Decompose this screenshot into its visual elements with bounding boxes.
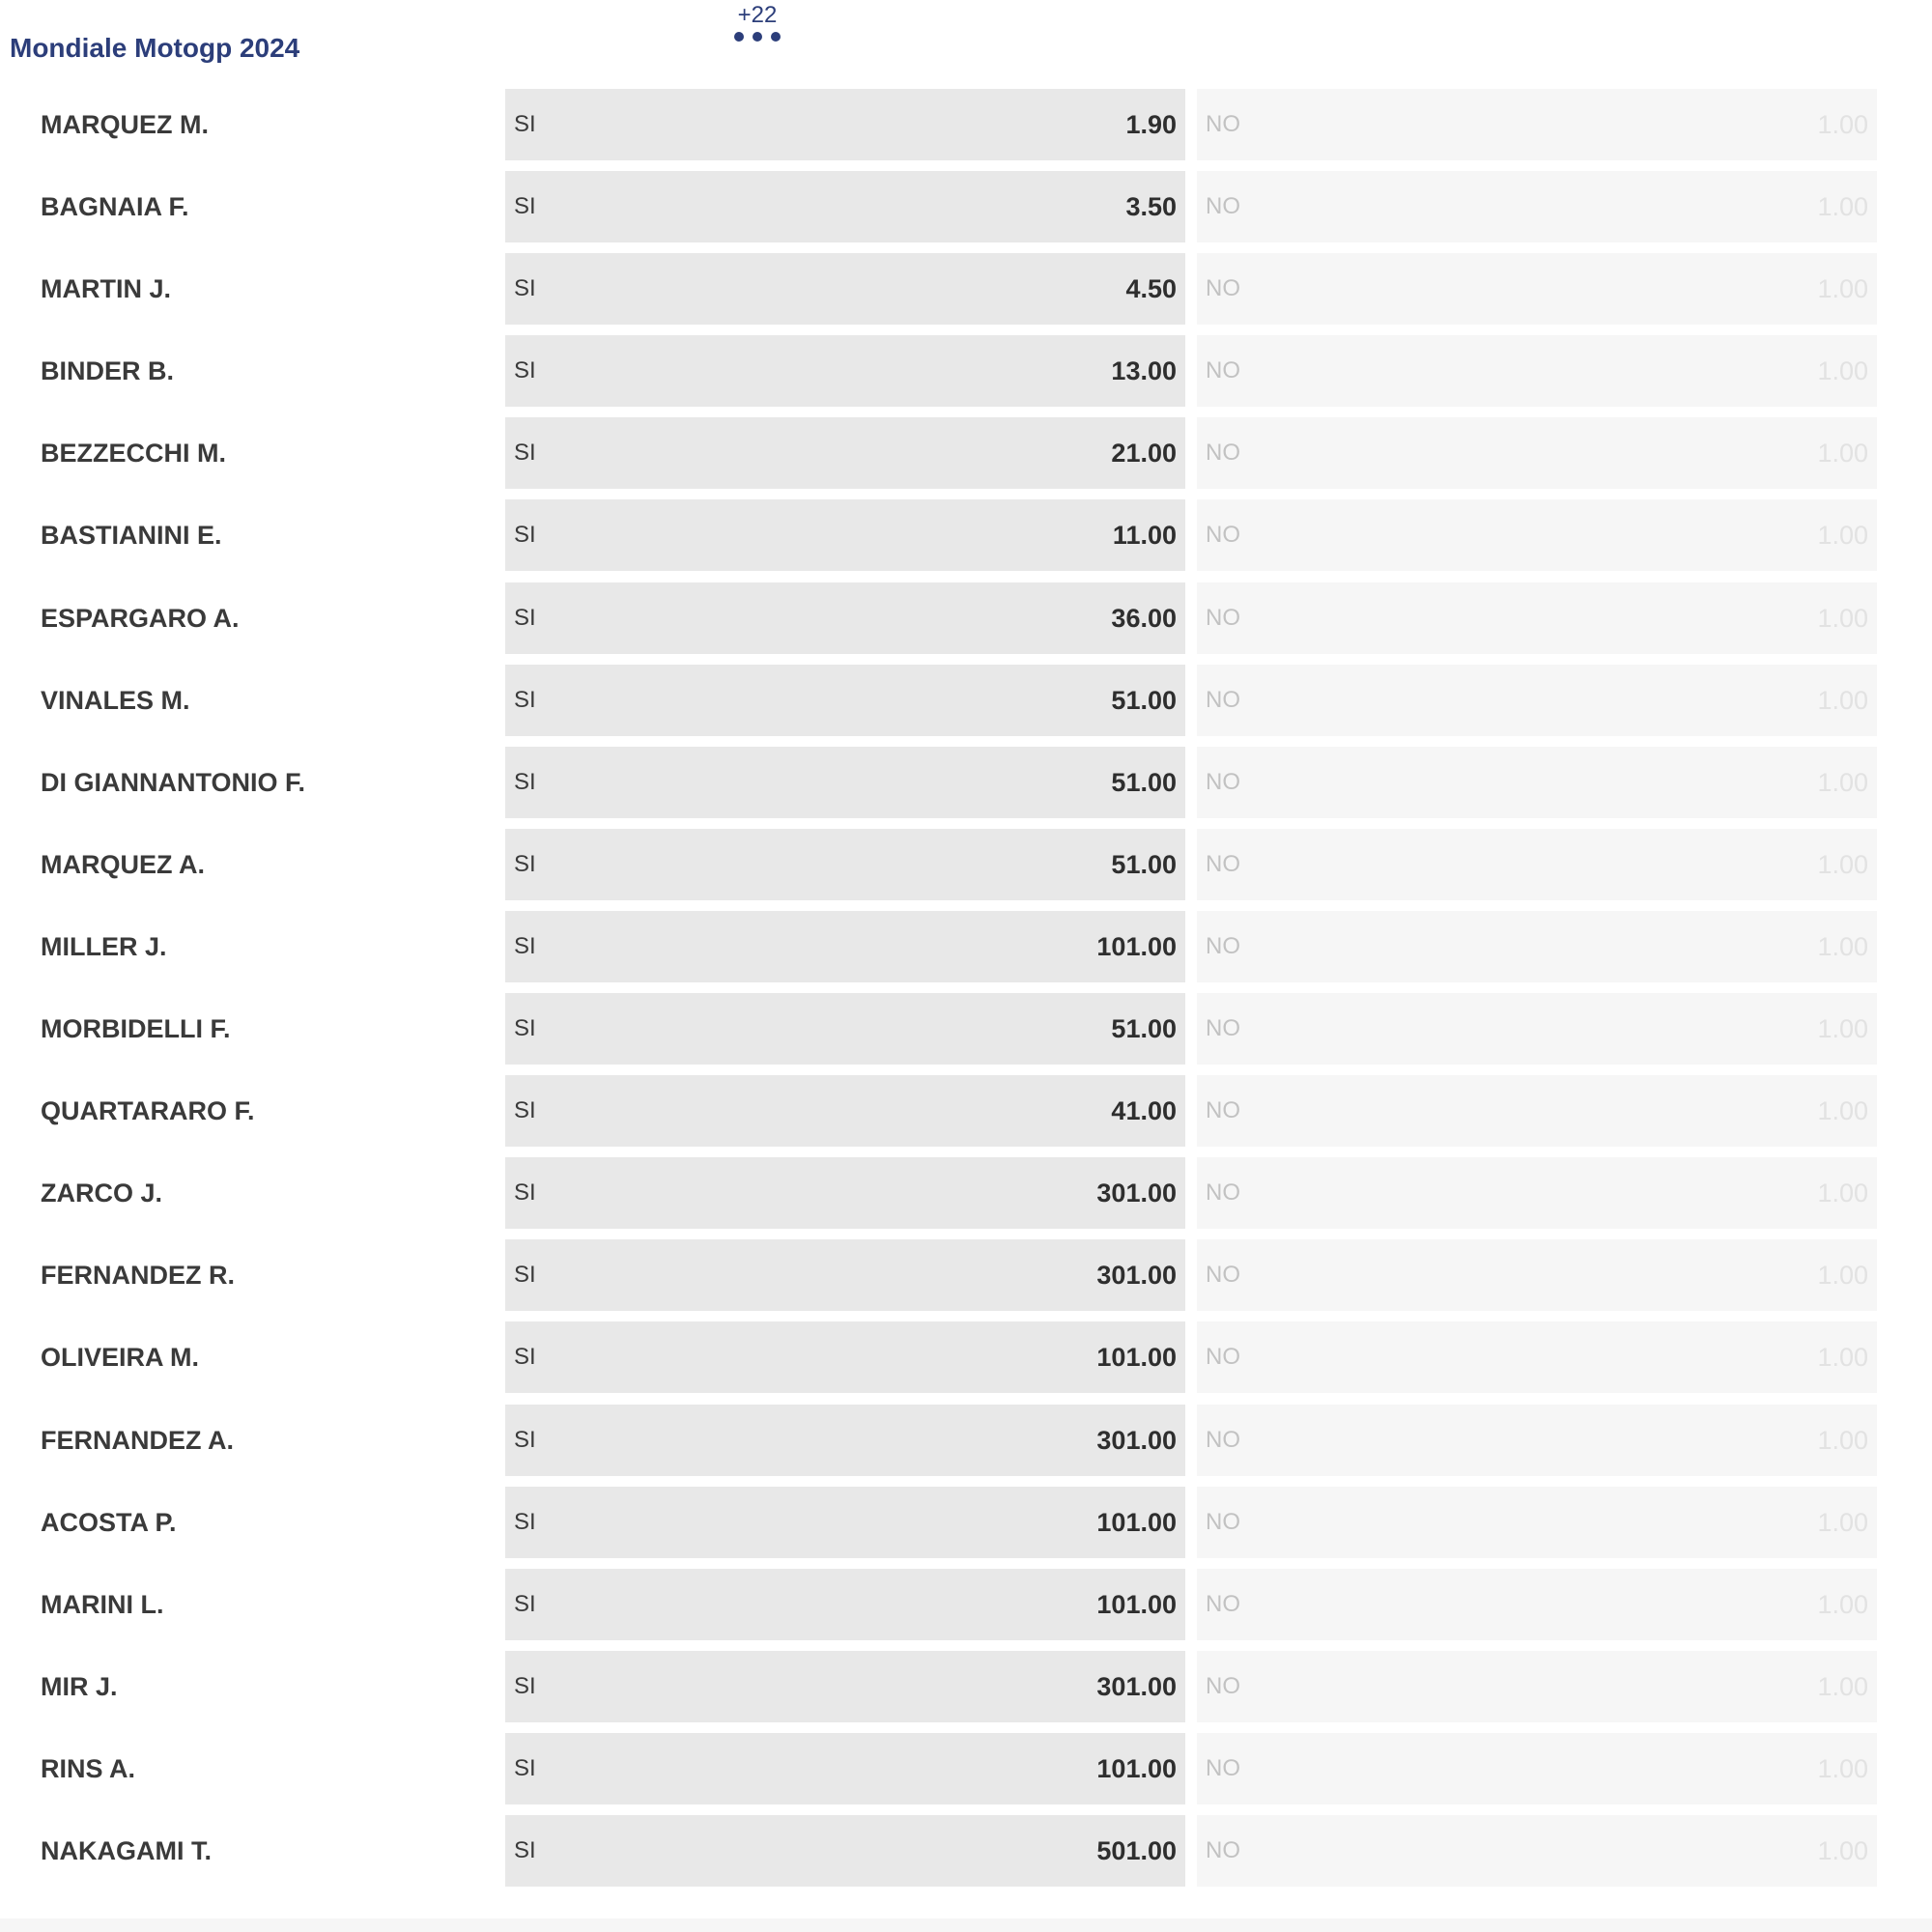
driver-name: MORBIDELLI F.	[41, 1014, 231, 1044]
no-odds-value: 1.00	[1817, 1096, 1868, 1126]
yes-odds-value: 301.00	[1096, 1261, 1177, 1291]
yes-odds-value: 3.50	[1125, 192, 1177, 222]
driver-name: FERNANDEZ A.	[41, 1425, 234, 1455]
yes-label: SI	[514, 1836, 536, 1863]
market-title: Mondiale Motogp 2024	[10, 33, 300, 63]
no-odds-value: 1.00	[1817, 192, 1868, 222]
no-odds-value: 1.00	[1817, 849, 1868, 879]
yes-label: SI	[514, 357, 536, 384]
yes-odds-value: 101.00	[1096, 1589, 1177, 1619]
no-label: NO	[1206, 1179, 1240, 1207]
yes-odds-button[interactable]	[505, 993, 1185, 1065]
no-label: NO	[1206, 1015, 1240, 1042]
yes-odds-value: 101.00	[1096, 1507, 1177, 1537]
yes-odds-button[interactable]	[505, 499, 1185, 571]
yes-odds-value: 51.00	[1111, 685, 1177, 715]
no-odds-value: 1.00	[1817, 356, 1868, 386]
driver-name: MARTIN J.	[41, 274, 171, 304]
no-label: NO	[1206, 522, 1240, 549]
yes-odds-button[interactable]	[505, 1239, 1185, 1311]
no-label: NO	[1206, 850, 1240, 877]
no-label: NO	[1206, 1836, 1240, 1863]
no-odds-button[interactable]	[1197, 993, 1877, 1065]
no-odds-value: 1.00	[1817, 1425, 1868, 1455]
table-row	[0, 1651, 1893, 1733]
no-label: NO	[1206, 357, 1240, 384]
table-row	[0, 1569, 1893, 1651]
yes-odds-button[interactable]	[505, 1075, 1185, 1147]
yes-odds-value: 301.00	[1096, 1179, 1177, 1208]
yes-odds-button[interactable]	[505, 1815, 1185, 1887]
table-row	[0, 417, 1893, 499]
yes-odds-value: 101.00	[1096, 1753, 1177, 1783]
no-odds-value: 1.00	[1817, 110, 1868, 139]
yes-label: SI	[514, 686, 536, 713]
driver-name: MILLER J.	[41, 931, 167, 961]
yes-label: SI	[514, 850, 536, 877]
no-odds-button[interactable]	[1197, 1815, 1877, 1887]
table-row	[0, 335, 1893, 417]
no-label: NO	[1206, 193, 1240, 220]
no-label: NO	[1206, 440, 1240, 467]
yes-label: SI	[514, 1508, 536, 1535]
no-odds-value: 1.00	[1817, 1671, 1868, 1701]
list-footer-divider	[0, 1918, 1932, 1932]
no-odds-value: 1.00	[1817, 1753, 1868, 1783]
no-odds-value: 1.00	[1817, 1014, 1868, 1044]
yes-label: SI	[514, 1754, 536, 1781]
no-odds-value: 1.00	[1817, 1835, 1868, 1865]
no-odds-button[interactable]	[1197, 747, 1877, 818]
yes-label: SI	[514, 932, 536, 959]
no-label: NO	[1206, 1754, 1240, 1781]
yes-odds-button[interactable]	[505, 1733, 1185, 1804]
yes-label: SI	[514, 1672, 536, 1699]
yes-odds-value: 4.50	[1125, 274, 1177, 304]
no-odds-button[interactable]	[1197, 911, 1877, 982]
no-label: NO	[1206, 1344, 1240, 1371]
no-odds-button[interactable]	[1197, 1239, 1877, 1311]
no-odds-button[interactable]	[1197, 417, 1877, 489]
yes-odds-button[interactable]	[505, 171, 1185, 242]
table-row	[0, 747, 1893, 829]
driver-name: BAGNAIA F.	[41, 192, 189, 222]
yes-odds-value: 36.00	[1111, 603, 1177, 633]
driver-name: RINS A.	[41, 1753, 136, 1783]
driver-name: BEZZECCHI M.	[41, 439, 226, 469]
yes-odds-button[interactable]	[505, 253, 1185, 325]
yes-label: SI	[514, 1344, 536, 1371]
table-row	[0, 1321, 1893, 1404]
no-odds-value: 1.00	[1817, 439, 1868, 469]
no-odds-button[interactable]	[1197, 1157, 1877, 1229]
no-odds-value: 1.00	[1817, 685, 1868, 715]
yes-odds-value: 301.00	[1096, 1425, 1177, 1455]
table-row	[0, 1157, 1893, 1239]
table-row	[0, 1815, 1893, 1897]
more-markets-count: +22	[737, 2, 778, 28]
yes-odds-button[interactable]	[505, 1157, 1185, 1229]
yes-odds-button[interactable]	[505, 582, 1185, 654]
driver-name: QUARTARARO F.	[41, 1096, 255, 1126]
driver-name: FERNANDEZ R.	[41, 1261, 235, 1291]
no-odds-button[interactable]	[1197, 665, 1877, 736]
yes-odds-value: 11.00	[1112, 521, 1177, 551]
no-label: NO	[1206, 1590, 1240, 1617]
no-label: NO	[1206, 111, 1240, 137]
yes-odds-value: 1.90	[1125, 110, 1177, 139]
driver-name: BASTIANINI E.	[41, 521, 222, 551]
yes-label: SI	[514, 111, 536, 137]
yes-odds-value: 51.00	[1111, 767, 1177, 797]
yes-odds-button[interactable]	[505, 1651, 1185, 1722]
no-label: NO	[1206, 1097, 1240, 1124]
no-label: NO	[1206, 1508, 1240, 1535]
yes-label: SI	[514, 1590, 536, 1617]
no-odds-value: 1.00	[1817, 1589, 1868, 1619]
yes-label: SI	[514, 193, 536, 220]
yes-odds-value: 101.00	[1096, 931, 1177, 961]
table-row	[0, 1487, 1893, 1569]
table-row	[0, 171, 1893, 253]
odds-list	[0, 89, 1893, 1897]
yes-odds-value: 51.00	[1111, 1014, 1177, 1044]
yes-odds-button[interactable]	[505, 747, 1185, 818]
table-row	[0, 1075, 1893, 1157]
yes-odds-value: 101.00	[1096, 1343, 1177, 1373]
table-row	[0, 911, 1893, 993]
yes-label: SI	[514, 1097, 536, 1124]
yes-odds-button[interactable]	[505, 665, 1185, 736]
yes-label: SI	[514, 1426, 536, 1453]
table-row	[0, 1239, 1893, 1321]
yes-odds-value: 301.00	[1096, 1671, 1177, 1701]
table-row	[0, 253, 1893, 335]
no-odds-value: 1.00	[1817, 1343, 1868, 1373]
no-odds-button[interactable]	[1197, 1321, 1877, 1393]
no-odds-button[interactable]	[1197, 1487, 1877, 1558]
driver-name: BINDER B.	[41, 356, 175, 386]
more-markets-button[interactable]	[726, 0, 788, 48]
no-odds-button[interactable]	[1197, 171, 1877, 242]
table-row	[0, 829, 1893, 911]
yes-odds-value: 13.00	[1111, 356, 1177, 386]
yes-odds-button[interactable]	[505, 335, 1185, 407]
driver-name: ACOSTA P.	[41, 1507, 177, 1537]
no-odds-value: 1.00	[1817, 521, 1868, 551]
no-odds-value: 1.00	[1817, 1179, 1868, 1208]
table-row	[0, 1405, 1893, 1487]
no-label: NO	[1206, 1672, 1240, 1699]
no-odds-button[interactable]	[1197, 1405, 1877, 1476]
table-row	[0, 499, 1893, 582]
yes-label: SI	[514, 1179, 536, 1207]
yes-odds-value: 51.00	[1111, 849, 1177, 879]
no-odds-value: 1.00	[1817, 1261, 1868, 1291]
no-odds-value: 1.00	[1817, 931, 1868, 961]
yes-odds-button[interactable]	[505, 1405, 1185, 1476]
yes-label: SI	[514, 1262, 536, 1289]
no-odds-value: 1.00	[1817, 1507, 1868, 1537]
no-odds-button[interactable]	[1197, 1569, 1877, 1640]
no-odds-button[interactable]	[1197, 89, 1877, 160]
driver-name: MARQUEZ M.	[41, 110, 209, 139]
no-odds-button[interactable]	[1197, 499, 1877, 571]
table-row	[0, 993, 1893, 1075]
no-label: NO	[1206, 768, 1240, 795]
no-odds-button[interactable]	[1197, 829, 1877, 900]
yes-label: SI	[514, 604, 536, 631]
yes-label: SI	[514, 768, 536, 795]
yes-odds-value: 41.00	[1111, 1096, 1177, 1126]
driver-name: VINALES M.	[41, 685, 190, 715]
no-odds-value: 1.00	[1817, 767, 1868, 797]
driver-name: ZARCO J.	[41, 1179, 163, 1208]
no-odds-value: 1.00	[1817, 603, 1868, 633]
no-odds-button[interactable]	[1197, 1733, 1877, 1804]
no-label: NO	[1206, 1262, 1240, 1289]
no-label: NO	[1206, 686, 1240, 713]
no-label: NO	[1206, 1426, 1240, 1453]
driver-name: NAKAGAMI T.	[41, 1835, 212, 1865]
driver-name: OLIVEIRA M.	[41, 1343, 200, 1373]
no-label: NO	[1206, 604, 1240, 631]
yes-odds-value: 501.00	[1096, 1835, 1177, 1865]
driver-name: ESPARGARO A.	[41, 603, 240, 633]
no-odds-button[interactable]	[1197, 253, 1877, 325]
yes-odds-button[interactable]	[505, 911, 1185, 982]
no-odds-button[interactable]	[1197, 1651, 1877, 1722]
no-odds-button[interactable]	[1197, 335, 1877, 407]
no-odds-button[interactable]	[1197, 1075, 1877, 1147]
yes-odds-button[interactable]	[505, 1321, 1185, 1393]
no-odds-value: 1.00	[1817, 274, 1868, 304]
table-row	[0, 582, 1893, 665]
yes-odds-button[interactable]	[505, 417, 1185, 489]
yes-label: SI	[514, 275, 536, 302]
no-odds-button[interactable]	[1197, 582, 1877, 654]
no-label: NO	[1206, 275, 1240, 302]
yes-odds-value: 21.00	[1111, 439, 1177, 469]
table-row	[0, 89, 1893, 171]
table-row	[0, 665, 1893, 747]
yes-label: SI	[514, 1015, 536, 1042]
yes-odds-button[interactable]	[505, 829, 1185, 900]
more-dots-icon	[734, 32, 782, 42]
no-label: NO	[1206, 932, 1240, 959]
yes-label: SI	[514, 440, 536, 467]
driver-name: MIR J.	[41, 1671, 118, 1701]
table-row	[0, 1733, 1893, 1815]
driver-name: DI GIANNANTONIO F.	[41, 767, 306, 797]
yes-odds-button[interactable]	[505, 89, 1185, 160]
driver-name: MARQUEZ A.	[41, 849, 205, 879]
yes-odds-button[interactable]	[505, 1569, 1185, 1640]
driver-name: MARINI L.	[41, 1589, 164, 1619]
yes-label: SI	[514, 522, 536, 549]
yes-odds-button[interactable]	[505, 1487, 1185, 1558]
